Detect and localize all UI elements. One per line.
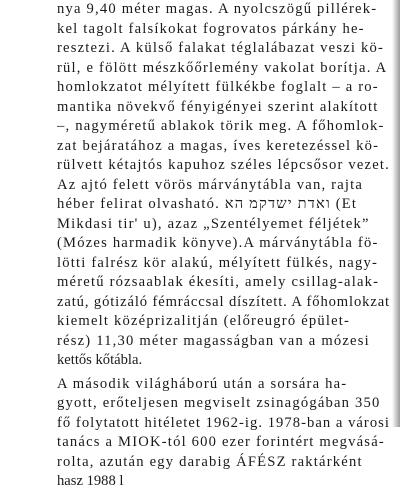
text-column (57, 0, 392, 492)
line-text: rülvett kétajtós kapuhoz széles lépcsősor vezet. (57, 157, 390, 173)
line-text: Mikdasi tir' u), azaz „Szentélyemet féljétek” (57, 215, 370, 232)
text-line (57, 375, 392, 395)
line-text: resztezi. A külső falakat téglalábazat veszi kö- (57, 40, 385, 56)
text-line (57, 137, 392, 157)
line-text: nya 9,40 méter magas. A nyolcszögű pillérek- (57, 1, 378, 17)
text-line (57, 98, 392, 118)
line-text: zat bejáratához a magas, íves keretezéssel kö- (57, 137, 380, 154)
line-text: kettős kőtábla. (57, 352, 143, 368)
line-text: rolta, azután egy darabig ÁFÉSZ raktárként (57, 453, 363, 470)
page-edge-shadow (392, 0, 400, 427)
text-line (57, 39, 392, 59)
text-line (57, 293, 392, 313)
text-line (57, 78, 392, 98)
text-line (57, 195, 392, 215)
paragraph-2 (57, 375, 392, 492)
text-line (57, 351, 392, 371)
text-line (57, 234, 392, 254)
line-text: mantika növekvő fényigényei szerint alakított (57, 98, 379, 115)
text-line (57, 472, 392, 492)
text-line (57, 0, 392, 20)
line-text: kel tagolt falsíkokat fogrovatos párkány he- (57, 20, 365, 37)
text-line (57, 215, 392, 235)
text-line (57, 117, 392, 137)
line-text: lötti falrész kör alakú, mélyített fülkés, nagy- (57, 254, 379, 271)
text-line (57, 59, 392, 79)
line-text: A második világháború után a sorsára ha- (57, 375, 348, 392)
text-line (57, 176, 392, 196)
line-text: zatú, gótizáló fémráccsal díszített. A főhomlokzat (57, 293, 390, 310)
text-line (57, 273, 392, 293)
line-text: tanács a MIOK-tól 600 ezer forintért megvásá- (57, 434, 385, 450)
line-text: gyott, erőteljesen megviselt zsinagógában 350 (57, 395, 381, 411)
line-text: hasz 1988 l (57, 473, 124, 489)
line-text: Az ajtó felett vörös márványtábla van, rajta (57, 176, 364, 193)
line-text: rül, e fölött mészkőőrlemény vakolat borítja. A (57, 59, 388, 76)
line-text: homlokzatot mélyített fülkékbe foglalt – a ro- (57, 79, 379, 95)
line-text: kiemelt középrizalitján (előreugró épület- (57, 313, 351, 329)
line-text: (Mózes harmadik könyve).A márványtábla fö- (57, 235, 379, 251)
text-line (57, 453, 392, 473)
line-text: fő folytatott hitéletet 1962-ig. 1978-ban a városi (57, 414, 390, 431)
line-text: rész) 11,30 méter magasságban van a mózesi (57, 332, 370, 349)
line-text: méretű rózsaablak ékesíti, amely csillag-alak- (57, 274, 380, 290)
text-line (57, 414, 392, 434)
text-line (57, 254, 392, 274)
paragraph-1 (57, 0, 392, 371)
text-line (57, 433, 392, 453)
line-text: héber felirat olvasható. ואדת ישדקמ הא (Et (57, 196, 358, 212)
line-text: –, nagyméretű ablakok törik meg. A főhomlok- (57, 118, 385, 134)
text-line (57, 20, 392, 40)
text-line (57, 156, 392, 176)
text-line (57, 332, 392, 352)
text-line (57, 394, 392, 414)
text-line (57, 312, 392, 332)
